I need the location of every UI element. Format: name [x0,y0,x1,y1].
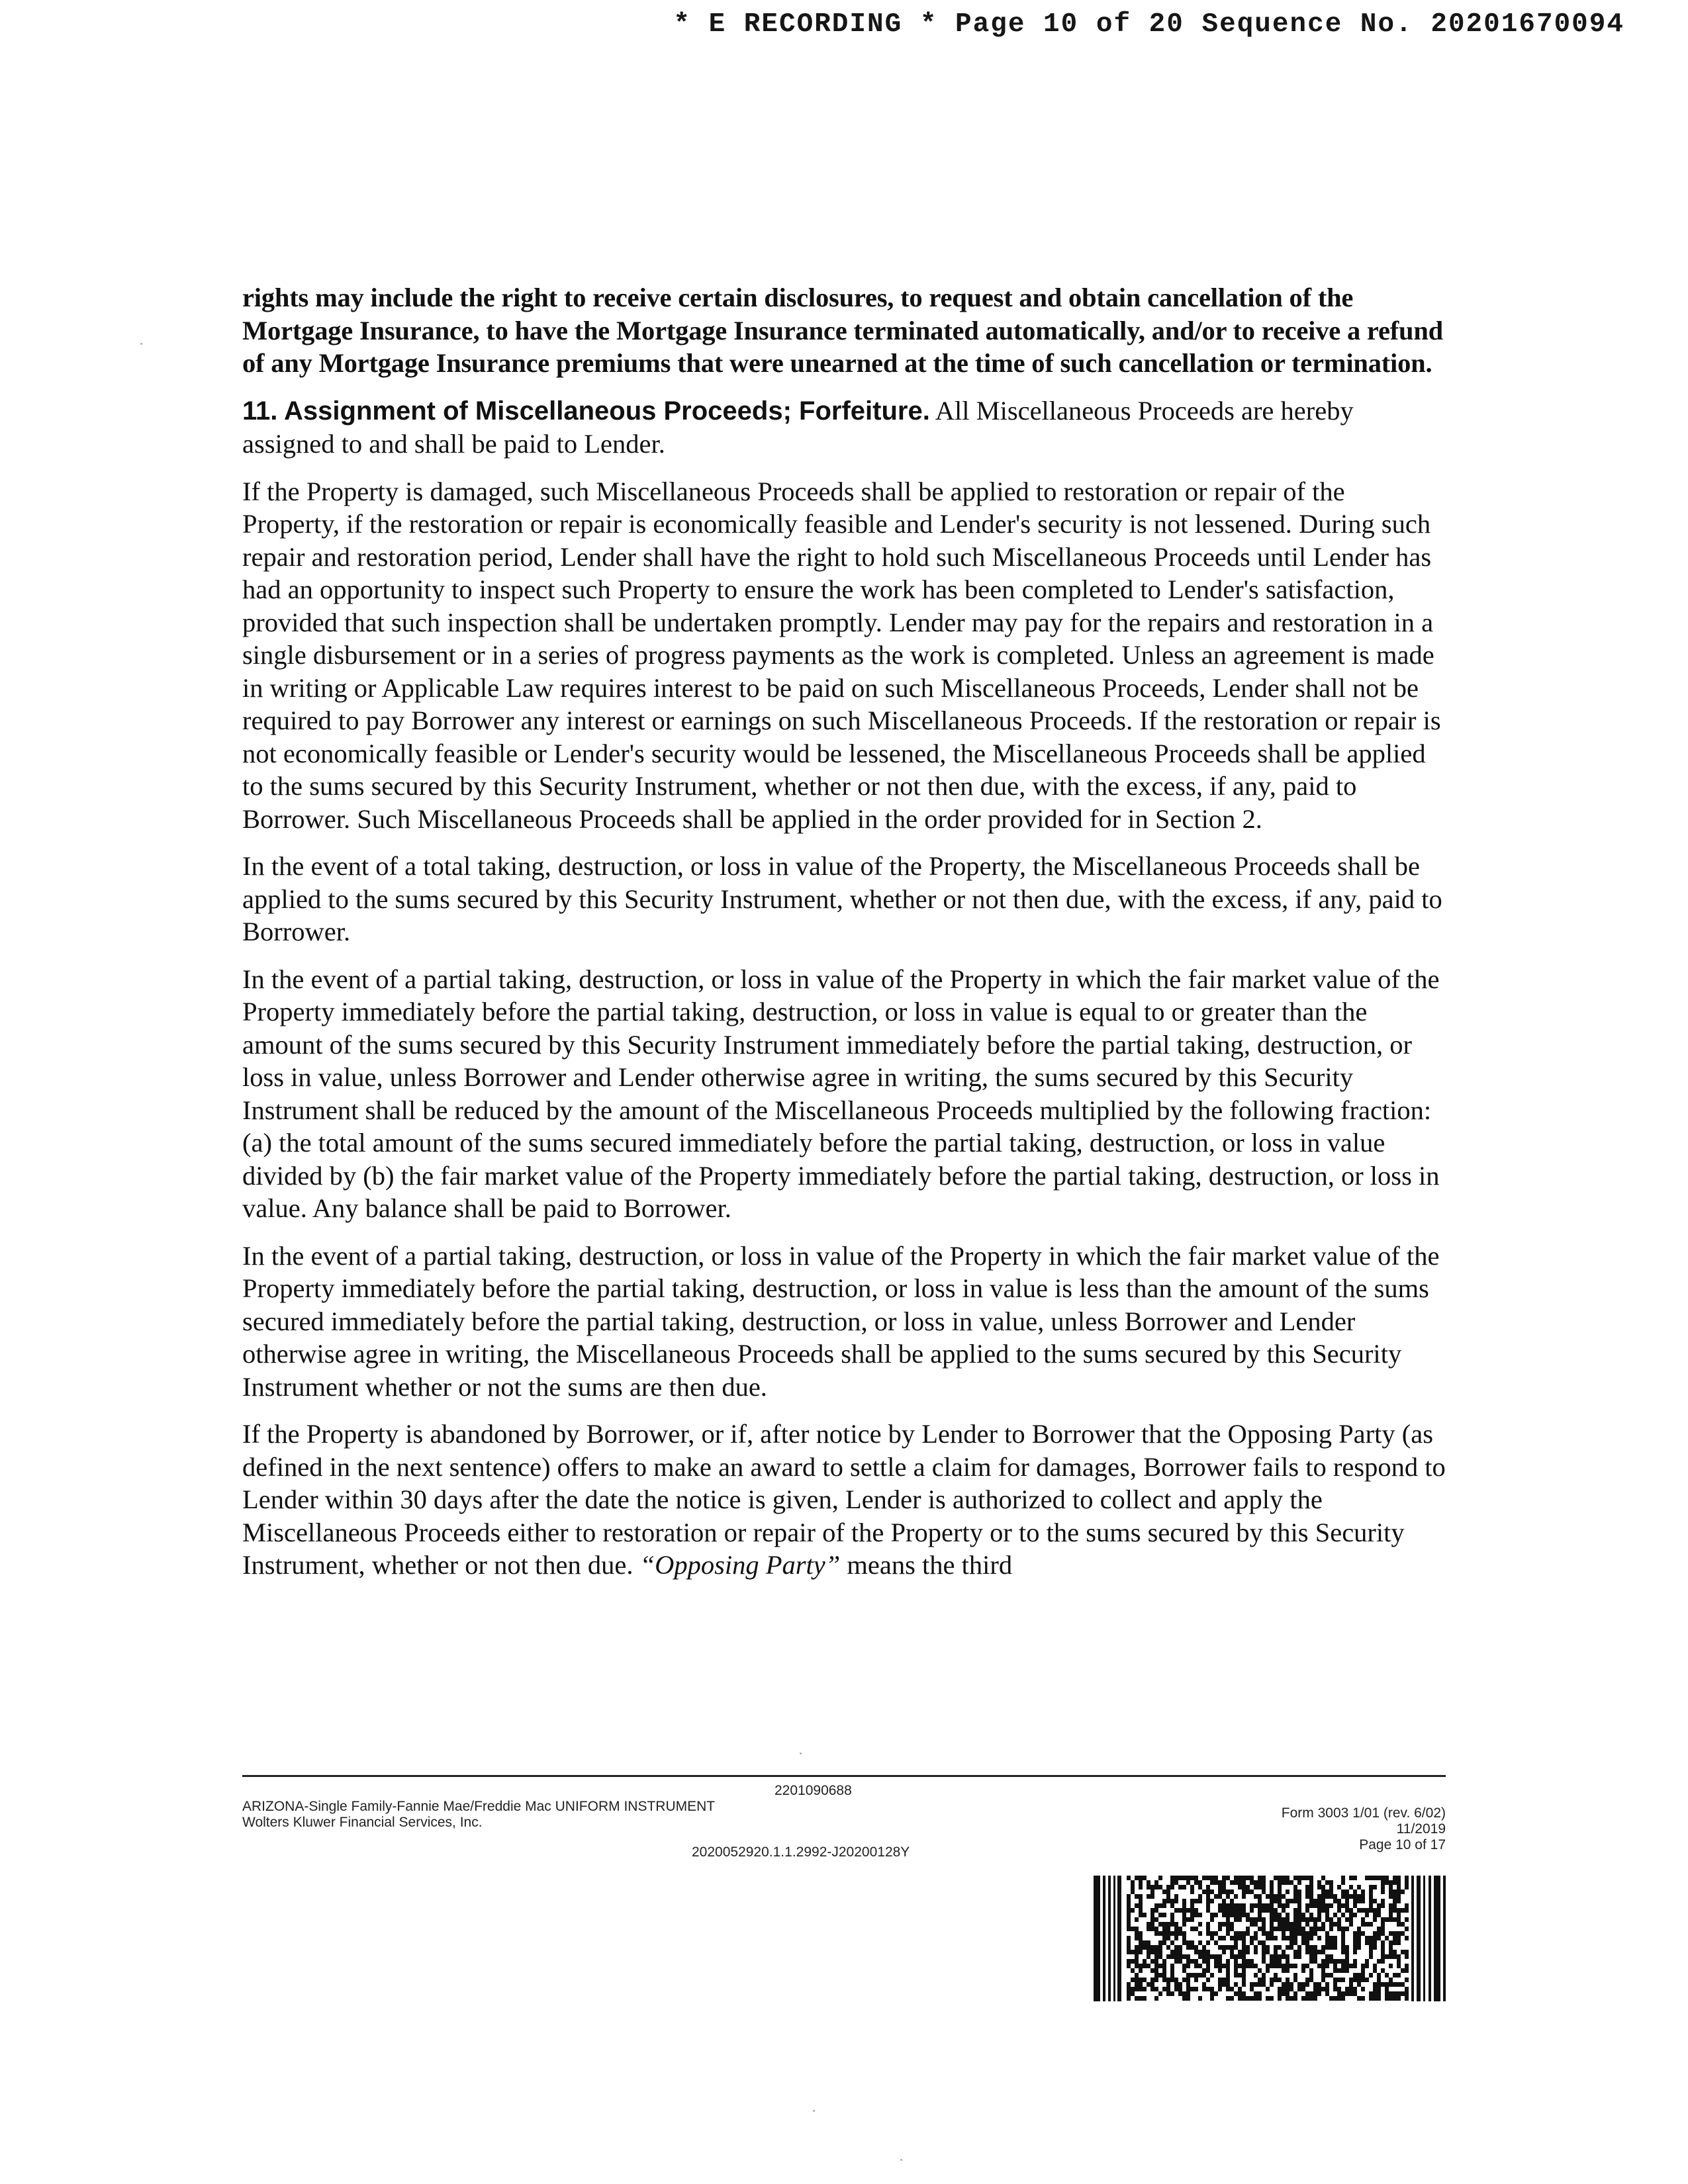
footer-form-info [242,1799,838,1831]
barcode-icon [1094,1876,1446,2001]
footer-page-info [1282,1805,1446,1853]
publisher: Wolters Kluwer Financial Services, Inc. [242,1815,483,1830]
paragraph-5-end: means the third [840,1550,1013,1580]
form-title: ARIZONA-Single Family-Fannie Mae/Freddie Mac UNIFORM INSTRUMENT [242,1799,716,1814]
paragraph-total-taking: In the event of a total taking, destruction, or loss in value of the Property, the Miscellaneous Proceeds shall be applied to the sums secured by this Security Instrument, whether or not then due, with the excess, if any, paid to Borrower. [242,851,1442,946]
footer-divider [242,1775,1446,1777]
section-heading: 11. Assignment of Miscellaneous Proceeds; Forfeiture. [242,396,930,426]
paragraph-5-start: If the Property is abandoned by Borrower, or if, after notice by Lender to Borrower that the Opposing Party (as defined in the next sentence) offers to make an award to settle a claim for damages, Borrower fails to respond to Lender within 30 days after the date the notice is given, Lender is authorized to collect and apply the Miscellaneous Proceeds either to restoration or repair of the Property or to the sums secured by this Security Instrument, whether or not then due. [242,1419,1446,1580]
paragraph-partial-taking-greater: In the event of a partial taking, destruction, or loss in value of the Property in which the fair market value of the Property immediately before the partial taking, destruction, or loss in value is equal to or greater than the amount of the sums secured by this Security Instrument immediately before the partial taking, destruction, or loss in value, unless Borrower and Lender otherwise agree in writing, the sums secured by this Security Instrument shall be reduced by the amount of the Miscellaneous Proceeds multiplied by the following fraction: (a) the total amount of the sums secured immediately before the partial taking, destruction, or loss in value divided by (b) the fair market value of the Property immediately before the partial taking, destruction, or loss in value. Any balance shall be paid to Borrower. [242,964,1440,1223]
paragraph-partial-taking-less: In the event of a partial taking, destruction, or loss in value of the Property in which the fair market value of the Property immediately before the partial taking, destruction, or loss in value is less than the amount of the sums secured immediately before the partial taking, destruction, or loss in value, unless Borrower and Lender otherwise agree in writing, the Miscellaneous Proceeds shall be applied to the sums secured by this Security Instrument whether or not the sums are then due. [242,1240,1440,1402]
document-body [242,281,1447,1596]
recording-stamp: * E RECORDING * Page 10 of 20 Sequence No. 20201670094 [673,9,1624,40]
scan-speck [900,2159,902,2161]
paragraph-abandoned-property [242,1418,1447,1582]
form-date: 11/2019 [1396,1821,1446,1837]
paragraph-damaged-property: If the Property is damaged, such Miscellaneous Proceeds shall be applied to restoration or repair of the Property, if the restoration or repair is economically feasible and Lender's security is not lessened. During such repair and restoration period, Lender shall have the right to hold such Miscellaneous Proceeds until Lender has had an opportunity to inspect such Property to ensure the work has been completed to Lender's satisfaction, provided that such inspection shall be undertaken promptly. Lender may pay for the repairs and restoration in a single disbursement or in a series of progress payments as the work is completed. Unless an agreement is made in writing or Applicable Law requires interest to be paid on such Miscellaneous Proceeds, Lender shall not be required to pay Borrower any interest or earnings on such Miscellaneous Proceeds. If the restoration or repair is not economically feasible or Lender's security would be lessened, the Miscellaneous Proceeds shall be applied to the sums secured by this Security Instrument, whether or not then due, with the excess, if any, paid to Borrower. Such Miscellaneous Proceeds shall be applied in the order provided for in Section 2. [242,476,1441,834]
scan-speck [813,2110,815,2112]
document-id: 2020052920.1.1.2992-J20200128Y [692,1844,910,1860]
scan-speck [140,343,142,345]
form-number: Form 3003 1/01 (rev. 6/02) [1281,1805,1446,1821]
section-intro-text: All Miscellaneous Proceeds are hereby assigned to and shall be paid to Lender. [242,395,1354,459]
page-number: Page 10 of 17 [1359,1837,1446,1852]
section-11-intro [242,394,1447,461]
loan-number: 2201090688 [774,1783,852,1798]
scan-speck [800,1752,802,1754]
defined-term-opposing-party: “Opposing Party” [639,1550,841,1580]
continuation-paragraph: rights may include the right to receive certain disclosures, to request and obtain cancellation of the Mortgage Insurance, to have the Mortgage Insurance terminated automatically, and/or to receive a refund of any Mortgage Insurance premiums that were unearned at the time of such cancellation or termination. [242,283,1444,378]
